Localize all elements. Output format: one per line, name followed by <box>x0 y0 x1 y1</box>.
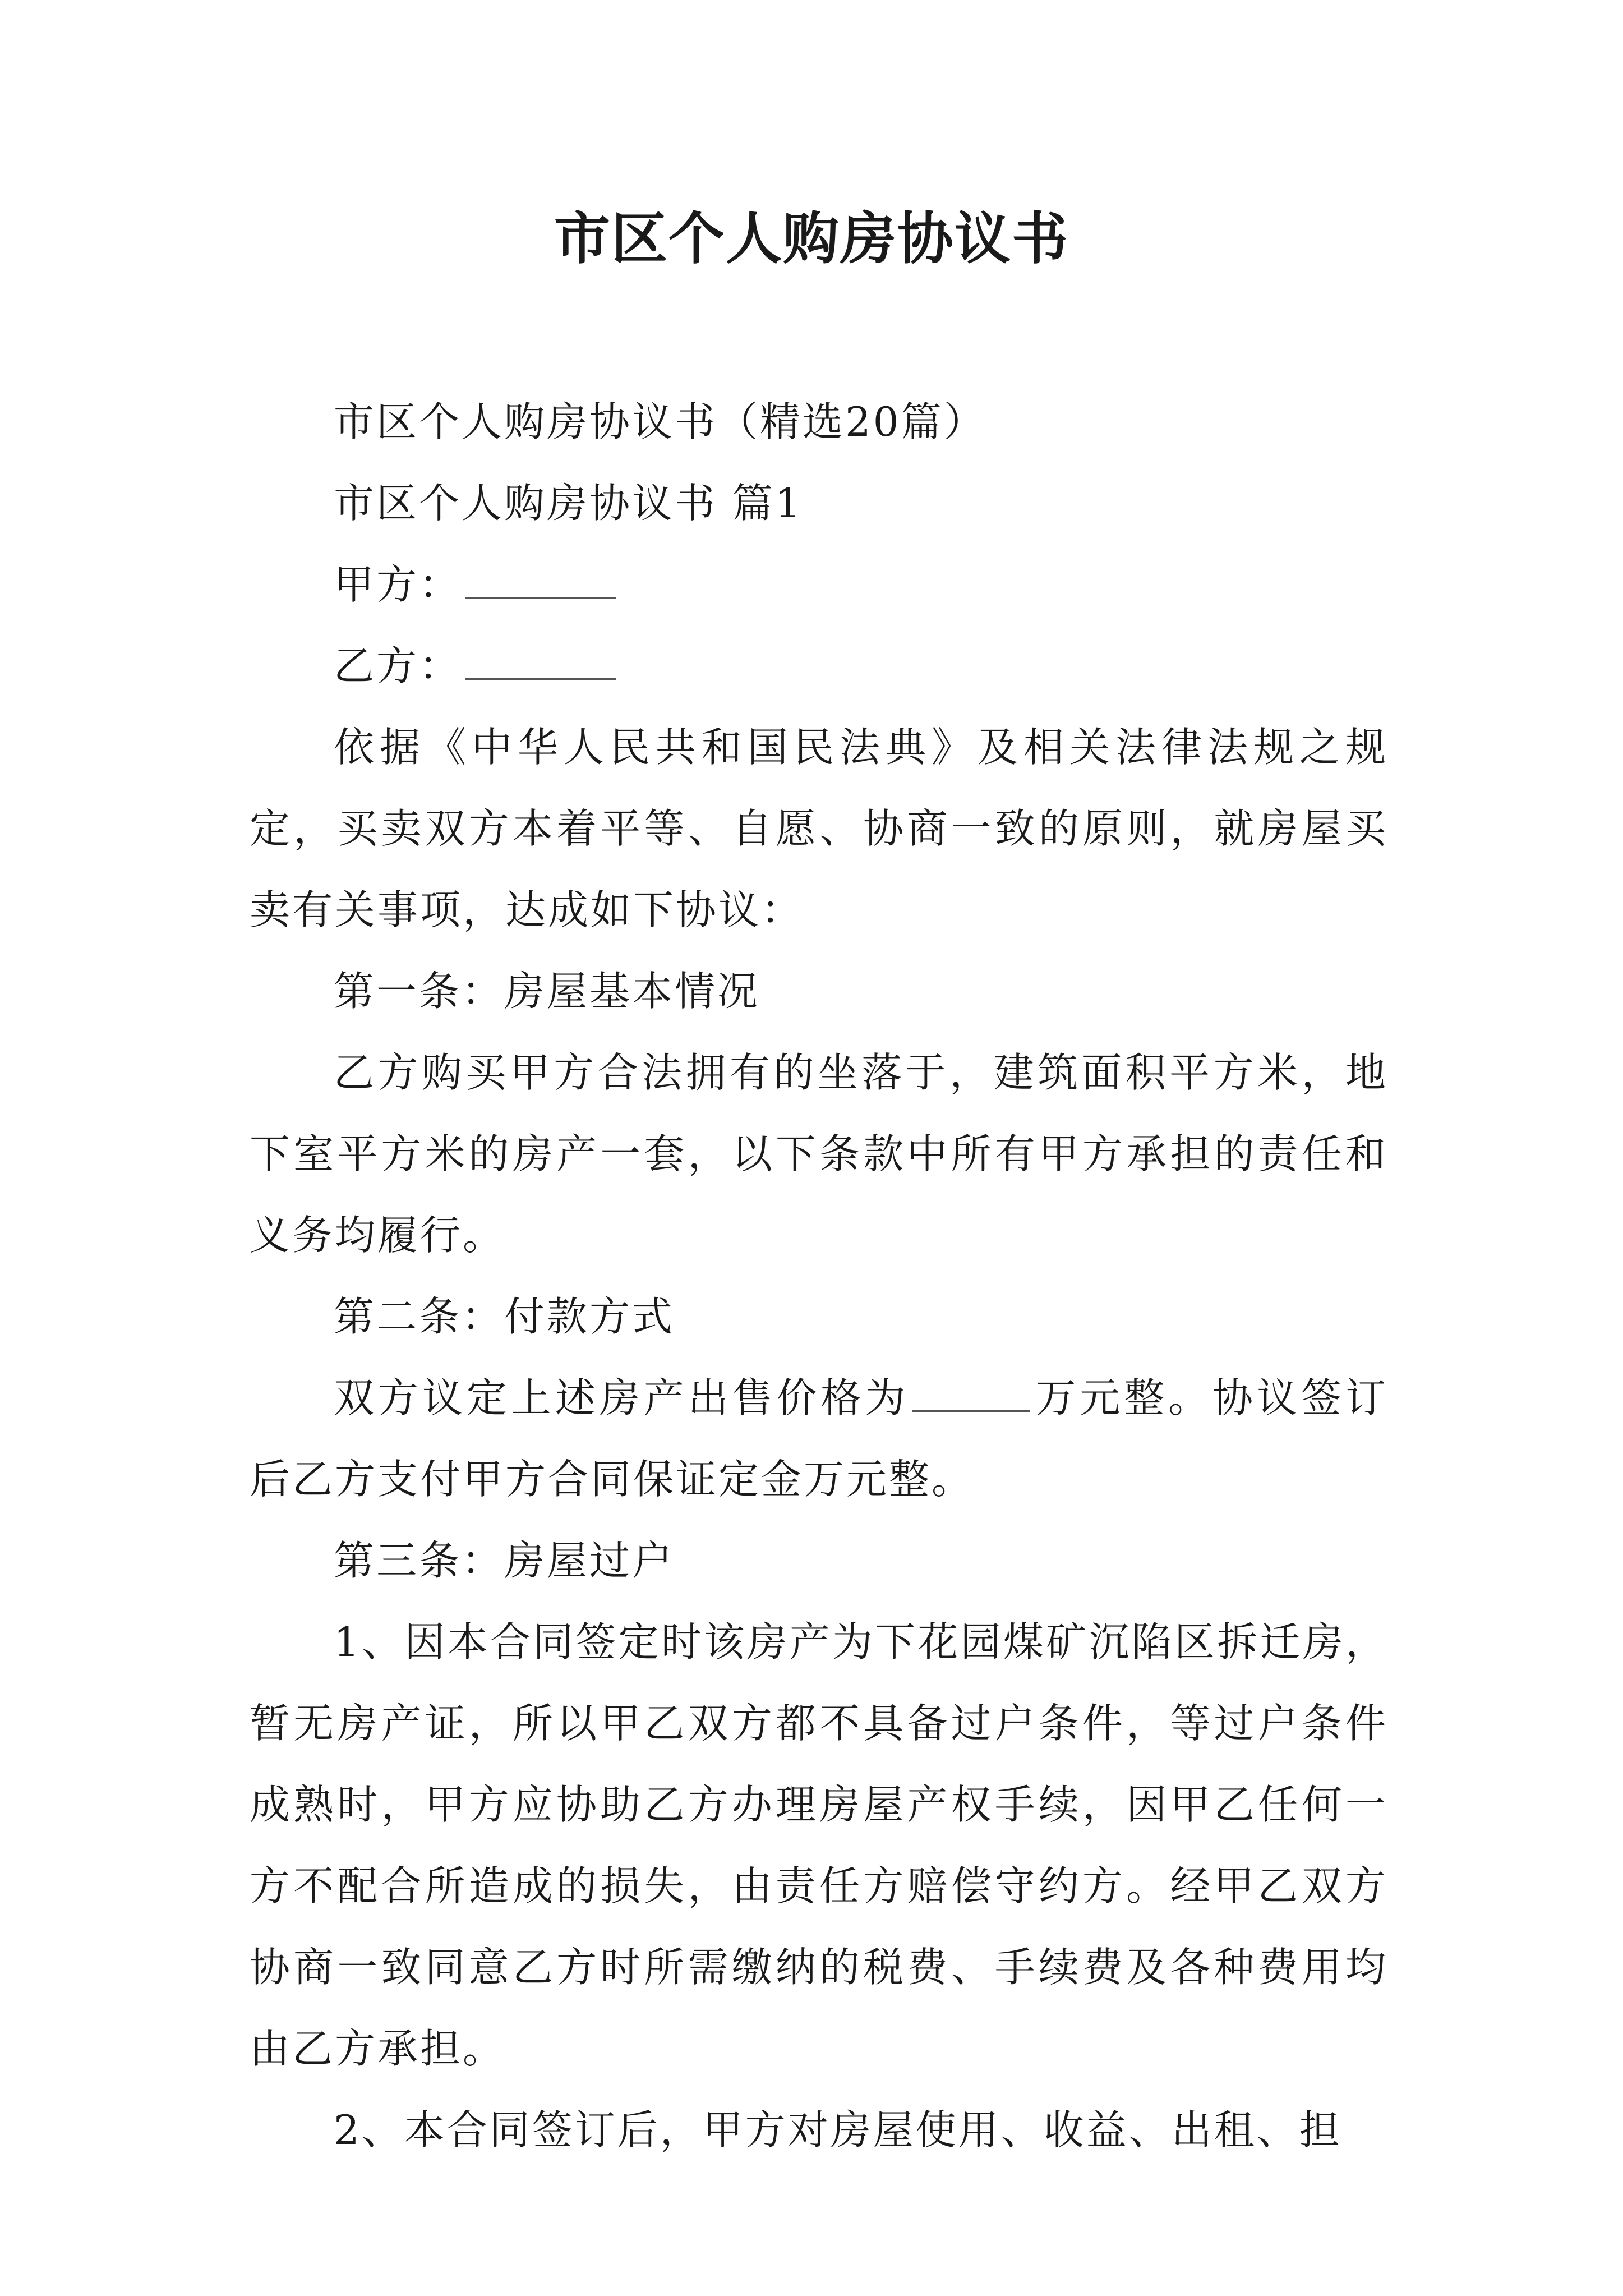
document-title: 市区个人购房协议书 <box>554 205 1069 272</box>
party-a-blank <box>465 563 616 599</box>
article2-paragraph <box>250 1358 1388 1520</box>
article3-heading: 第三条：房屋过户 <box>334 1537 675 1584</box>
document-body <box>250 381 1388 2171</box>
price-blank <box>912 1377 1030 1412</box>
party-b-line <box>250 625 1388 707</box>
subtitle: 市区个人购房协议书（精选20篇） <box>334 398 986 445</box>
intro-paragraph: 依据《中华人民共和国民法典》及相关法律法规之规定，买卖双方本着平等、自愿、协商一致的原则，就房屋买卖有关事项，达成如下协议： <box>250 724 1388 933</box>
party-b-blank <box>465 645 616 680</box>
article1-heading: 第一条：房屋基本情况 <box>334 968 760 1015</box>
party-a-label: 甲方： <box>334 561 462 608</box>
article2-text-after: 万元整。协议签订后乙方支付甲方合同保证定金万元整。 <box>250 1374 1388 1503</box>
article2-text-before: 双方议定上述房产出售价格为 <box>334 1374 910 1421</box>
section-heading: 市区个人购房协议书 篇1 <box>334 480 803 527</box>
article3-item1: 1、因本合同签定时该房产为下花园煤矿沉陷区拆迁房，暂无房产证，所以甲乙双方都不具备过户条件，等过户条件成熟时，甲方应协助乙方办理房屋产权手续，因甲乙任何一方不配合所造成的损失，由责任方赔偿守约方。经甲乙双方协商一致同意乙方时所需缴纳的税费、手续费及各种费用均由乙方承担。 <box>250 1618 1388 2072</box>
article3-item2: 2、本合同签订后，甲方对房屋使用、收益、出租、担 <box>334 2106 1342 2154</box>
article1-paragraph: 乙方购买甲方合法拥有的坐落于，建筑面积平方米，地下室平方米的房产一套，以下条款中所有甲方承担的责任和义务均履行。 <box>250 1049 1388 1259</box>
party-a-line <box>250 544 1388 625</box>
party-b-label: 乙方： <box>334 642 462 689</box>
article2-heading: 第二条：付款方式 <box>334 1293 675 1340</box>
